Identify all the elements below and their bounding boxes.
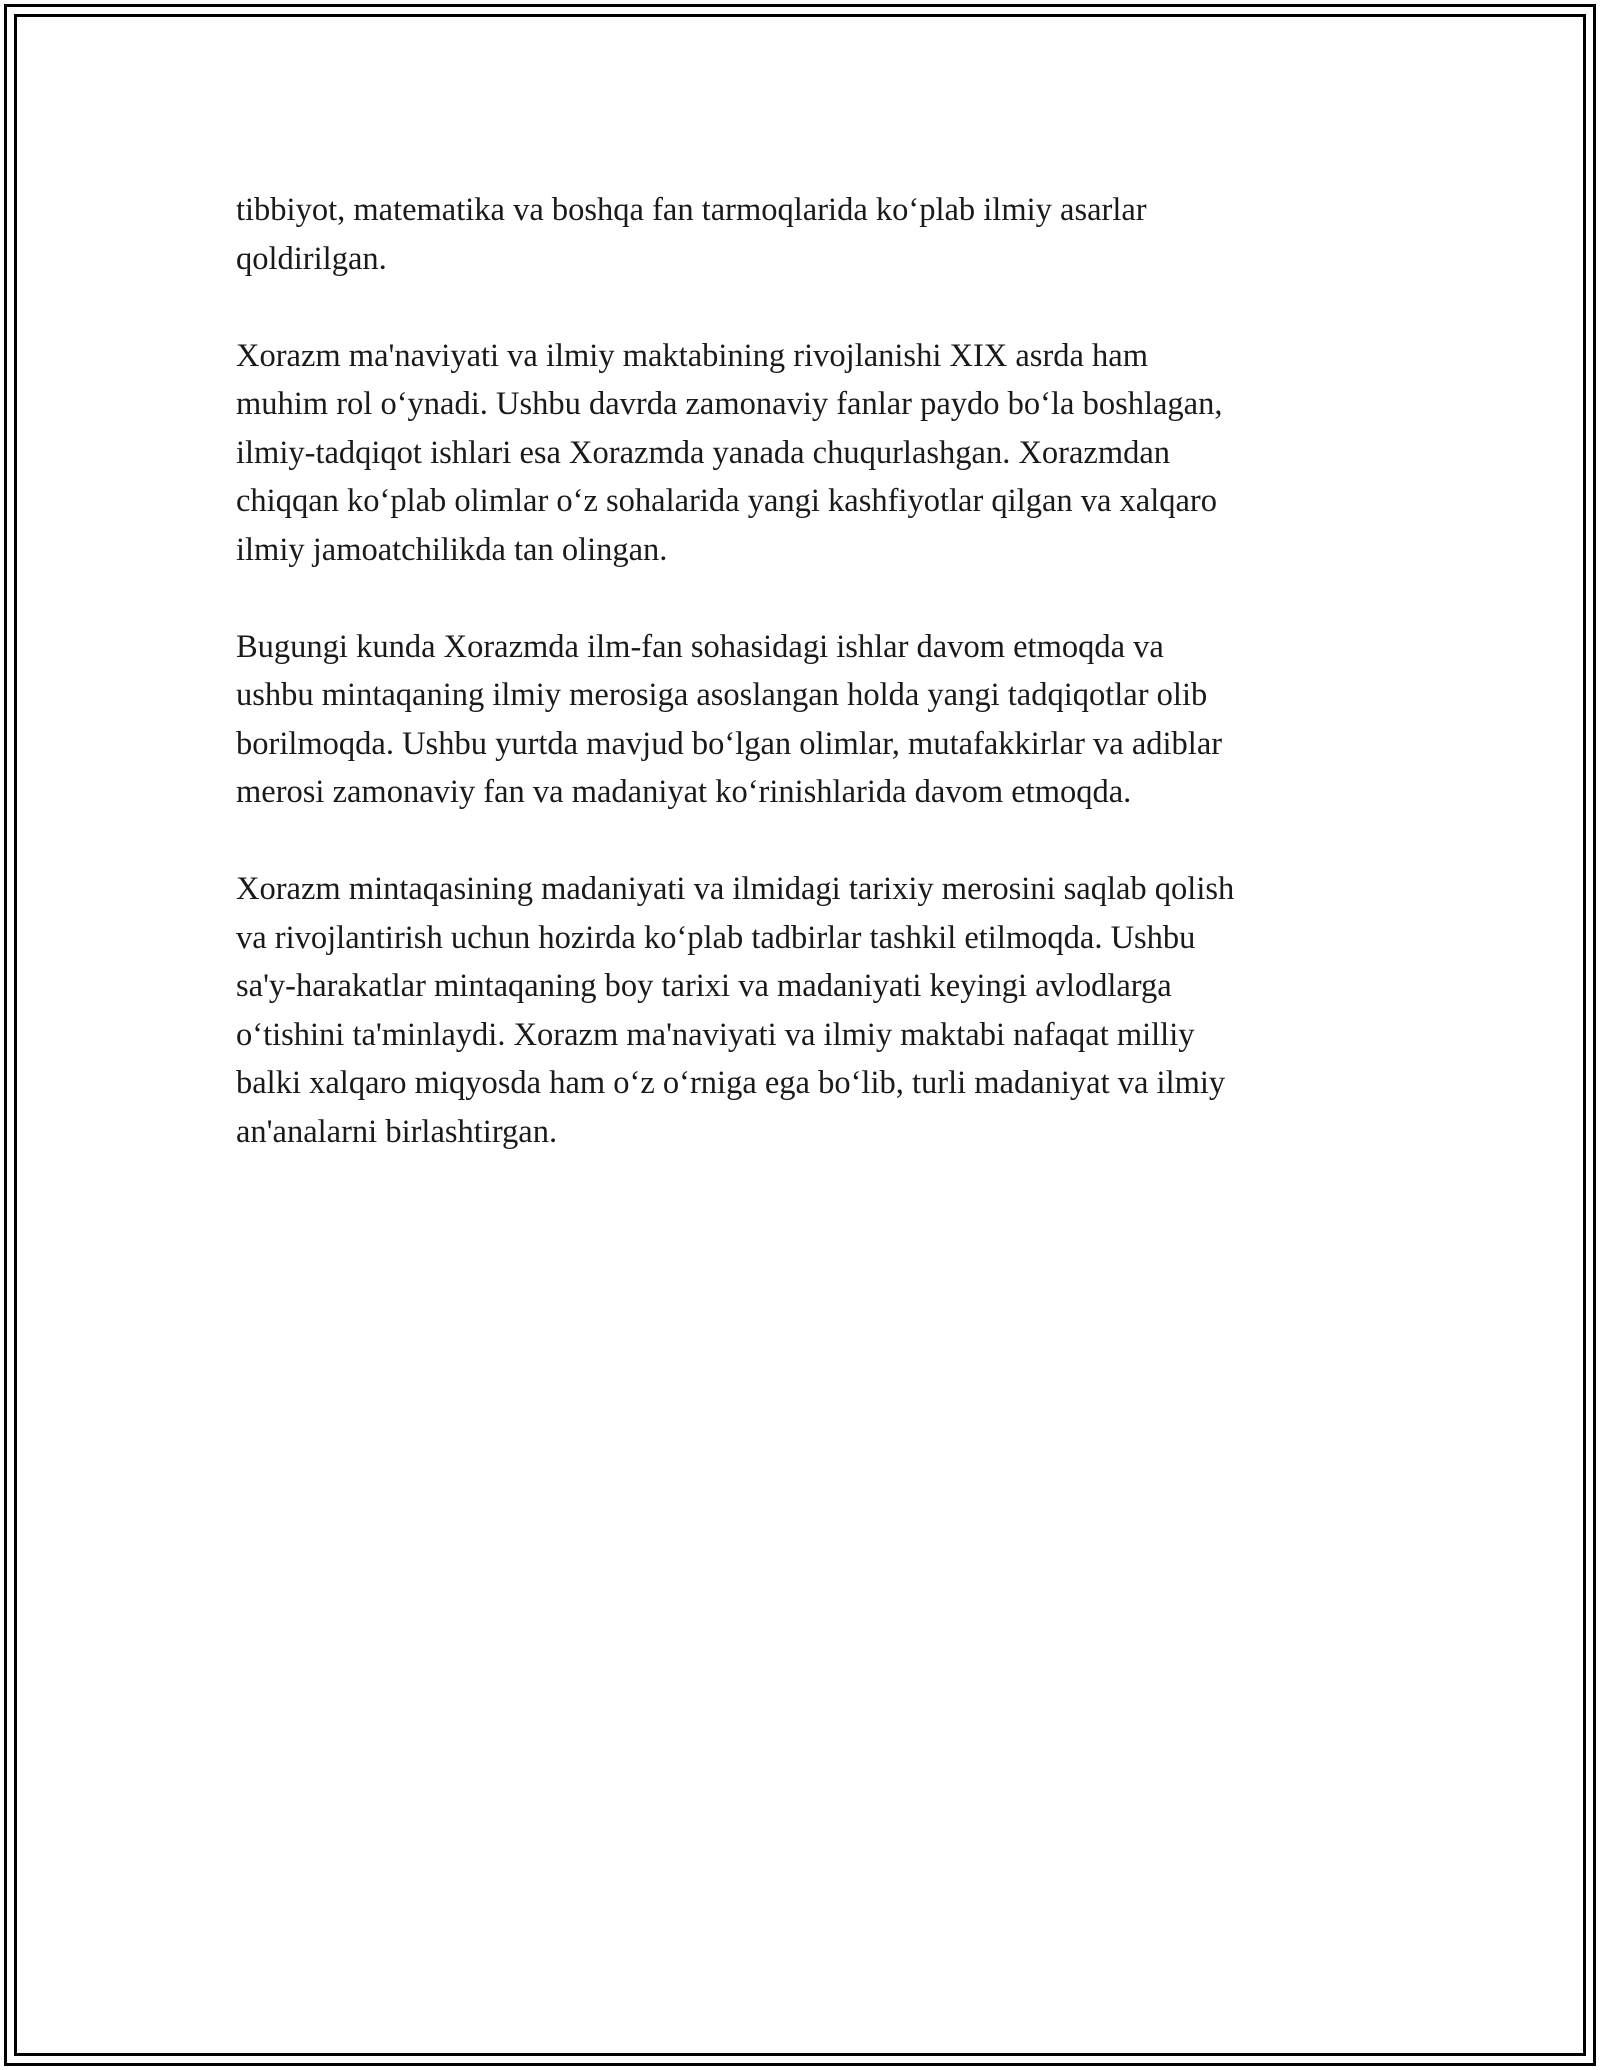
paragraph-2: Xorazm ma'naviyati va ilmiy maktabining rivojlanishi XIX asrda ham muhim rol o‘ynadi. Ushbu davrda zamonaviy fanlar paydo bo‘la boshlagan, ilmiy-tadqiqot ishlari esa Xorazmda yanada chuqurlashgan. Xorazmdan chiqqan ko‘plab olimlar o‘z sohalarida yangi kashfiyotlar qilgan va xalqaro ilmiy jamoatchilikda tan olingan. bbox=[236, 337, 1223, 568]
document-body bbox=[236, 186, 1366, 1205]
paragraph-1: tibbiyot, matematika va boshqa fan tarmoqlarida ko‘plab ilmiy asarlar qoldirilgan. bbox=[236, 192, 1147, 277]
paragraph-4: Xorazm mintaqasining madaniyati va ilmidagi tarixiy merosini saqlab qolish va rivojlantirish uchun hozirda ko‘plab tadbirlar tashkil etilmoqda. Ushbu sa'y-harakatlar mintaqaning boy tarixi va madaniyati keyingi avlodlarga o‘tishini ta'minlaydi. Xorazm ma'naviyati va ilmiy maktabi nafaqat milliy balki xalqaro miqyosda ham o‘z o‘rniga ega bo‘lib, turli madaniyat va ilmiy an'analarni birlashtirgan. bbox=[236, 871, 1235, 1150]
paragraph-3: Bugungi kunda Xorazmda ilm-fan sohasidagi ishlar davom etmoqda va ushbu mintaqaning ilmiy merosiga asoslangan holda yangi tadqiqotlar olib borilmoqda. Ushbu yurtda mavjud bo‘lgan olimlar, mutafakkirlar va adiblar merosi zamonaviy fan va madaniyat ko‘rinishlarida davom etmoqda. bbox=[236, 628, 1223, 810]
